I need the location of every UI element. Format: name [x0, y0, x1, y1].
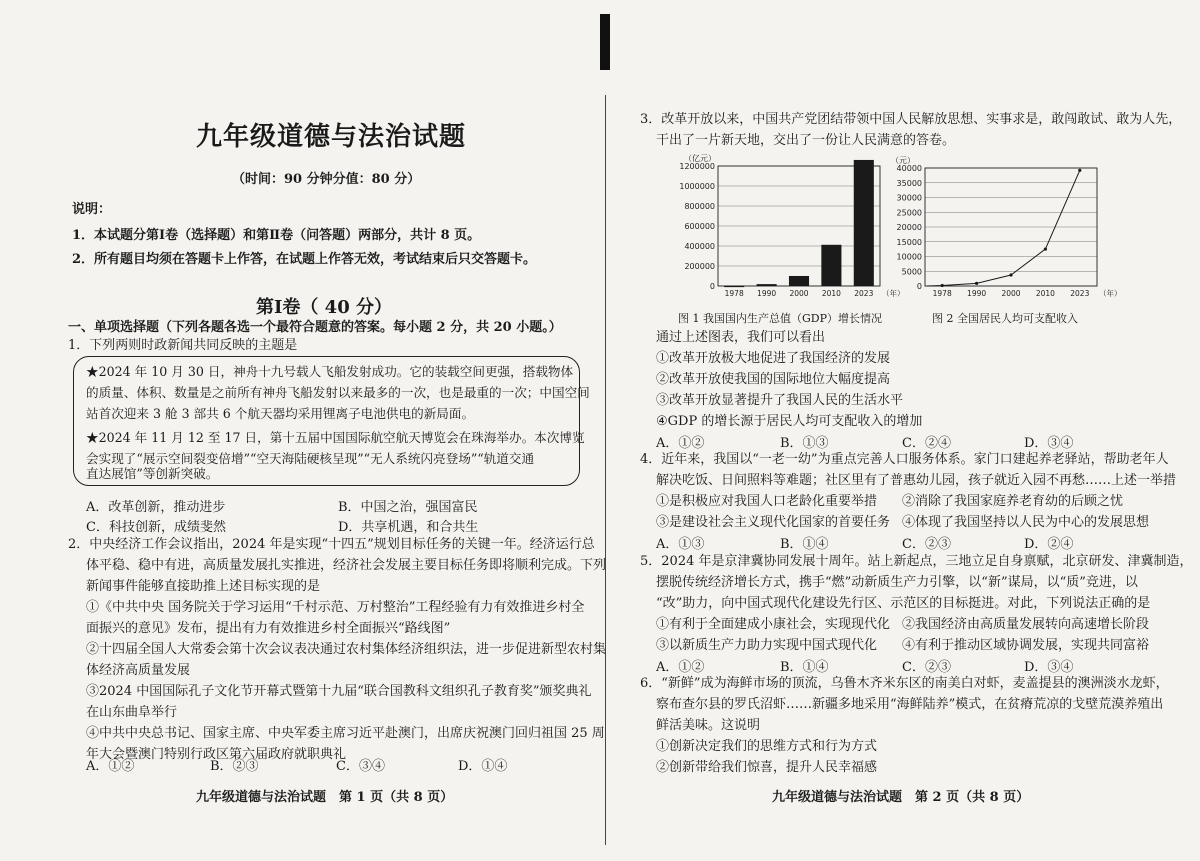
q4-statement-4: ④体现了我国坚持以人民为中心的发展思想	[902, 515, 1150, 530]
news-line: 会实现了“展示空间裂变倍增”“空天海陆硬核呈现”“无人系统闪亮登场”“轨道交通	[86, 451, 535, 466]
q1-stem: 1．下列两则时政新闻共同反映的主题是	[68, 338, 298, 353]
q6-statement-2: ②创新带给我们惊喜，提升人民幸福感	[656, 760, 878, 775]
q2-line: 体平稳、稳中有进，高质量发展扎实推进，经济社会发展主要目标任务即将顺利完成。下列	[86, 558, 607, 573]
q3-after-line: 通过上述图表，我们可以看出	[656, 330, 826, 345]
q4-line: 4．近年来，我国以“一老一幼”为重点完善人口服务体系。家门口建起养老驿站，帮助老年人	[640, 452, 1169, 467]
x-axis-label: （年）	[1099, 289, 1122, 298]
q4-line: 解决吃饭、日间照料等难题；社区里有了普惠幼儿园，孩子就近入园不再愁……上述一举措	[656, 473, 1177, 488]
q5-line: 摆脱传统经济增长方式，携手“燃”动新质生产力引擎，以“新”谋局，以“质”竞进，以	[656, 575, 1138, 590]
q4-option-b: B．①④	[780, 537, 829, 552]
q5-line: “改”助力，向中国式现代化建设先行区、示范区的目标挺进。对此，下列说法正确的是	[656, 596, 1151, 611]
news-line: ★2024 年 11 月 12 至 17 日，第十五届中国国际航空航天博览会在珠海举办。本次博览	[86, 430, 585, 445]
q3-option-d: D．③④	[1024, 436, 1074, 451]
y-axis-label: （亿元）	[684, 154, 716, 163]
q5-option-c: C．②③	[902, 660, 951, 675]
q5-statement-1: ①有利于全面建成小康社会，实现现代化	[656, 617, 891, 632]
data-point	[1044, 247, 1047, 250]
y-tick-label: 1200000	[679, 162, 715, 171]
bar	[789, 276, 809, 286]
x-tick-label: 2023	[854, 289, 874, 298]
q1-option-b: B．中国之治，强国富民	[338, 500, 478, 515]
y-tick-label: 0	[916, 282, 922, 291]
y-tick-label: 800000	[684, 202, 715, 211]
y-tick-label: 20000	[896, 223, 922, 232]
x-tick-label: 1978	[724, 289, 744, 298]
q5-statement-3: ③以新质生产力助力实现中国式现代化	[656, 638, 878, 653]
instructions-label: 说明：	[72, 202, 112, 217]
q4-statement-2: ②消除了我国家庭养老育幼的后顾之忧	[902, 494, 1124, 509]
exam-title: 九年级道德与法治试题	[196, 122, 467, 152]
exam-subtitle: （时间：90 分钟分值：80 分）	[232, 172, 421, 187]
y-tick-label: 40000	[896, 164, 922, 173]
news-line: 的质量、体积、数量是之前所有神舟飞船发射以来最多的一次，也是最重的一次；中国空间	[86, 385, 590, 400]
q2-line: ①《中共中央 国务院关于学习运用“千村示范、万村整治”工程经验有力有效推进乡村全	[86, 600, 585, 615]
x-tick-label: 1990	[757, 289, 777, 298]
page-2-footer: 九年级道德与法治试题 第 2 页（共 8 页）	[772, 790, 1030, 805]
q5-statement-2: ②我国经济由高质量发展转向高速增长阶段	[902, 617, 1150, 632]
q4-statement-3: ③是建设社会主义现代化国家的首要任务	[656, 515, 891, 530]
page-2	[610, 0, 1200, 861]
news-line: 站首次迎来 3 舱 3 部共 6 个航天器均采用锂离子电池供电的新局面。	[86, 406, 475, 421]
bar	[854, 160, 874, 286]
data-point	[1078, 169, 1081, 172]
q5-statement-4: ④有利于推动区域协调发展，实现共同富裕	[902, 638, 1150, 653]
q4-option-a: A．①③	[656, 537, 705, 552]
x-axis-label: （年）	[882, 289, 905, 298]
q4-option-c: C．②③	[902, 537, 951, 552]
q4-statement-1: ①是积极应对我国人口老龄化重要举措	[656, 494, 878, 509]
instruction-2: 2．所有题目均须在答题卡上作答，在试题上作答无效，考试结束后只交答题卡。	[72, 252, 537, 267]
figure-2-caption: 图 2 全国居民人均可支配收入	[932, 312, 1078, 325]
y-tick-label: 30000	[896, 193, 922, 203]
x-tick-label: 1990	[967, 289, 987, 298]
q1-option-c: C．科技创新，成绩斐然	[86, 520, 226, 535]
data-point	[975, 282, 978, 285]
y-axis-label: （元）	[891, 156, 915, 165]
section-intro: 一、单项选择题（下列各题各选一个最符合题意的答案。每小题 2 分，共 20 小题。）	[68, 320, 562, 335]
figure-1-caption: 图 1 我国国内生产总值（GDP）增长情况	[678, 312, 882, 325]
y-tick-label: 200000	[684, 262, 715, 271]
q2-line: 在山东曲阜举行	[86, 705, 178, 720]
q2-line: 面振兴的意见》发布，提出有力有效推进乡村全面振兴“路线图”	[86, 621, 451, 636]
y-tick-label: 400000	[684, 242, 715, 251]
q5-line: 5．2024 年是京津冀协同发展十周年。站上新起点，三地立足自身禀赋，北京研发、津冀制造，	[640, 554, 1193, 569]
x-tick-label: 2000	[789, 289, 809, 298]
instruction-1: 1．本试题分第Ⅰ卷（选择题）和第Ⅱ卷（问答题）两部分，共计 8 页。	[72, 228, 481, 243]
q5-option-b: B．①④	[780, 660, 829, 675]
income-line-chart	[885, 148, 1122, 308]
q2-line: ④中共中央总书记、国家主席、中央军委主席习近平赴澳门，出席庆祝澳门回归祖国 25 周	[86, 726, 605, 741]
x-tick-label: 2023	[1070, 289, 1090, 298]
gdp-bar-chart	[666, 148, 905, 308]
q1-option-a: A．改革创新，推动进步	[86, 500, 226, 515]
y-tick-label: 10000	[896, 252, 922, 262]
bar	[724, 286, 744, 288]
q6-line: 6．“新鲜”成为海鲜市场的顶流，乌鲁木齐米东区的南美白对虾，麦盖提县的澳洲淡水龙虾，	[640, 676, 1169, 691]
q5-option-d: D．③④	[1024, 660, 1074, 675]
q3-option-a: A．①②	[656, 436, 705, 451]
y-tick-label: 0	[709, 282, 715, 291]
binding-mark	[600, 14, 610, 70]
bar	[757, 284, 777, 286]
x-tick-label: 1978	[932, 289, 952, 298]
y-tick-label: 35000	[896, 178, 922, 188]
x-tick-label: 2010	[1035, 289, 1055, 298]
y-tick-label: 25000	[896, 208, 922, 218]
q3-statement-3: ③改革开放显著提升了我国人民的生活水平	[656, 393, 904, 408]
q2-option-a: A．①②	[86, 759, 135, 774]
data-point	[941, 284, 944, 287]
bar	[821, 245, 841, 286]
page-1-footer: 九年级道德与法治试题 第 1 页（共 8 页）	[196, 790, 454, 805]
q2-option-c: C．③④	[336, 759, 385, 774]
q6-statement-1: ①创新决定我们的思维方式和行为方式	[656, 739, 878, 754]
q3-statement-4: ④GDP 的增长源于居民人均可支配收入的增加	[656, 414, 923, 429]
news-line: 直达展馆”等创新突破。	[86, 466, 219, 481]
section-title: 第Ⅰ卷（ 40 分）	[256, 297, 393, 318]
q3-statement-2: ②改革开放使我国的国际地位大幅度提高	[656, 372, 891, 387]
page-divider	[605, 95, 606, 845]
q5-option-a: A．①②	[656, 660, 705, 675]
q2-line: 新闻事件能够直接助推上述目标实现的是	[86, 579, 321, 594]
q6-line: 察布查尔县的罗氏沼虾……新疆多地采用“海鲜陆养”模式，在贫瘠荒凉的戈壁荒漠养殖出	[656, 697, 1164, 712]
q2-line: 体经济高质量发展	[86, 663, 191, 678]
q2-line: 2．中央经济工作会议指出，2024 年是实现“十四五”规划目标任务的关键一年。经济运行总	[68, 537, 595, 552]
x-tick-label: 2000	[1001, 289, 1021, 298]
y-tick-label: 1000000	[679, 182, 715, 191]
q3-option-c: C．②④	[902, 436, 951, 451]
q4-option-d: D．②④	[1024, 537, 1074, 552]
y-tick-label: 600000	[684, 222, 715, 231]
news-line: ★2024 年 10 月 30 日，神舟十九号载人飞船发射成功。它的装载空间更强，搭载物体	[86, 364, 574, 379]
q3-line: 3．改革开放以来，中国共产党团结带领中国人民解放思想、实事求是，敢闯敢试、敢为人先，	[640, 112, 1182, 127]
q2-option-d: D．①④	[458, 759, 508, 774]
data-point	[1009, 273, 1012, 276]
q2-line: ③2024 中国国际孔子文化节开幕式暨第十九届“联合国教科文组织孔子教育奖”颁奖典礼	[86, 684, 592, 699]
q1-option-d: D．共享机遇，和合共生	[338, 520, 479, 535]
series-line	[927, 170, 1080, 286]
q3-option-b: B．①③	[780, 436, 829, 451]
q2-line: 年大会暨澳门特别行政区第六届政府就职典礼	[86, 747, 347, 762]
q3-line: 干出了一片新天地，交出了一份让人民满意的答卷。	[656, 133, 956, 148]
x-tick-label: 2010	[821, 289, 841, 298]
q2-option-b: B．②③	[210, 759, 259, 774]
q2-line: ②十四届全国人大常委会第十次会议表决通过农村集体经济组织法，进一步促进新型农村集	[86, 642, 607, 657]
q6-line: 鲜活美味。这说明	[656, 718, 761, 733]
y-tick-label: 5000	[901, 267, 922, 277]
y-tick-label: 15000	[896, 237, 922, 247]
q3-statement-1: ①改革开放极大地促进了我国经济的发展	[656, 351, 891, 366]
